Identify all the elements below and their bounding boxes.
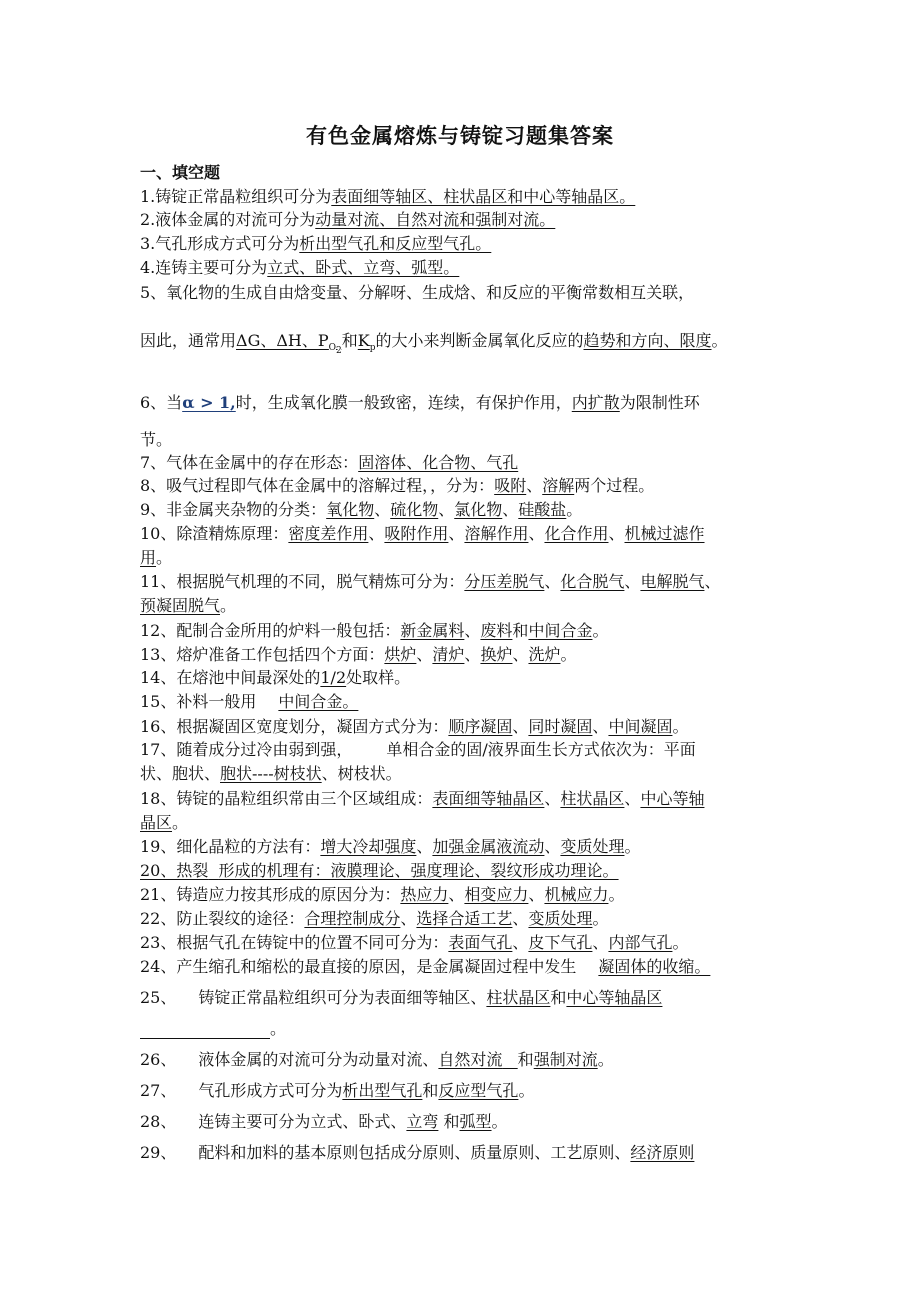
item-20: 20、热裂 形成的机理有：液膜理论、强度理论、裂纹形成功理论。 <box>140 861 619 880</box>
item-17-line1: 17、随着成分过冷由弱到强， 单相合金的固/液界面生长方式依次为：平面 <box>140 740 696 759</box>
section-heading: 一、填空题 <box>140 163 221 182</box>
item-6-answer: 内扩散 <box>571 393 620 412</box>
item-25-line2: 。 <box>140 1019 790 1039</box>
item-7-answer: 固溶体、化合物、气孔 <box>358 453 519 472</box>
alpha-condition: α > 1, <box>182 393 236 412</box>
item-2 <box>140 210 790 230</box>
item-6-line1: 6、当α > 1,时，生成氧化膜一般致密，连续，有保护作用，内扩散为限制性环 <box>140 393 700 412</box>
item-10-line1: 10、除渣精炼原理：密度差作用、吸附作用、溶解作用、化合作用、机械过滤作 <box>140 524 705 543</box>
answer-blank <box>140 1022 270 1039</box>
item-1-answer: 表面细等轴区、柱状晶区和中心等轴晶区。 <box>331 187 636 206</box>
item-5-text: 5、氧化物的生成自由焓变量、分解呀、生成焓、和反应的平衡常数相互关联， <box>140 283 695 302</box>
item-5-line1 <box>140 283 790 303</box>
item-2-answer: 动量对流、自然对流和强制对流。 <box>315 210 556 229</box>
item-4 <box>140 258 790 278</box>
item-11-line1: 11、根据脱气机理的不同，脱气精炼可分为：分压差脱气、化合脱气、电解脱气、 <box>140 572 721 591</box>
item-5-line2: 因此，通常用ΔG、ΔH、$P_{O_2}$和$K_p$的大小来判断金属氧化反应的趋势和方向、限度。 <box>140 331 728 356</box>
item-26: 26、 液体金属的对流可分为动量对流、自然对流 和强制对流。 <box>140 1050 614 1069</box>
item-1-text: 1.铸锭正常晶粒组织可分为 <box>140 187 332 206</box>
item-3-text: 3.气孔形成方式可分为 <box>140 234 300 253</box>
item-4-text: 4.连铸主要可分为 <box>140 258 268 277</box>
item-13: 13、熔炉准备工作包括四个方面：烘炉、清炉、换炉、洗炉。 <box>140 645 577 664</box>
item-14: 14、在熔池中间最深处的1/2处取样。 <box>140 668 411 687</box>
item-9: 9、非金属夹杂物的分类：氧化物、硫化物、氯化物、硅酸盐。 <box>140 500 583 519</box>
item-12: 12、配制合金所用的炉料一般包括：新金属料、废料和中间合金。 <box>140 621 609 640</box>
item-11-line2: 预凝固脱气。 <box>140 596 237 615</box>
item-1 <box>140 187 790 207</box>
item-3-answer: 析出型气孔和反应型气孔。 <box>299 234 492 253</box>
item-8: 8、吸气过程即气体在金属中的溶解过程，，分为：吸附、溶解两个过程。 <box>140 476 655 495</box>
item-16: 16、根据凝固区宽度划分，凝固方式分为：顺序凝固、同时凝固、中间凝固。 <box>140 717 689 736</box>
item-6-line2: 节。 <box>140 430 173 449</box>
item-22: 22、防止裂纹的途径：合理控制成分、选择合适工艺、变质处理。 <box>140 909 609 928</box>
item-27: 27、 气孔形成方式可分为析出型气孔和反应型气孔。 <box>140 1081 535 1100</box>
document-title: 有色金属熔炼与铸锭习题集答案 <box>306 123 614 148</box>
item-25-line1: 25、 铸锭正常晶粒组织可分为表面细等轴区、柱状晶区和中心等轴晶区 <box>140 988 663 1007</box>
item-23: 23、根据气孔在铸锭中的位置不同可分为：表面气孔、皮下气孔、内部气孔。 <box>140 933 689 952</box>
item-18-line1: 18、铸锭的晶粒组织常由三个区域组成：表面细等轴晶区、柱状晶区、中心等轴 <box>140 789 705 808</box>
item-2-text: 2.液体金属的对流可分为 <box>140 210 316 229</box>
item-18-line2: 晶区。 <box>140 813 189 832</box>
item-21: 21、铸造应力按其形成的原因分为：热应力、相变应力、机械应力。 <box>140 885 625 904</box>
item-29: 29、 配料和加料的基本原则包括成分原则、质量原则、工艺原则、经济原则 <box>140 1143 695 1162</box>
item-15: 15、补料一般用 中间合金。 <box>140 692 359 711</box>
item-5-answer: 趋势和方向、限度 <box>583 331 712 350</box>
item-10-line2: 用。 <box>140 548 173 567</box>
item-19: 19、细化晶粒的方法有：增大冷却强度、加强金属液流动、变质处理。 <box>140 837 641 856</box>
item-5-text-b: 因此，通常用 <box>140 331 237 350</box>
item-4-answer: 立式、卧式、立弯、弧型。 <box>267 258 460 277</box>
item-24: 24、产生缩孔和缩松的最直接的原因，是金属凝固过程中发生 凝固体的收缩。 <box>140 957 711 976</box>
item-28: 28、 连铸主要可分为立式、卧式、立弯 和弧型。 <box>140 1112 508 1131</box>
item-3 <box>140 234 790 254</box>
item-17-line2: 状、胞状、胞状----树枝状、树枝状。 <box>140 764 402 783</box>
item-7: 7、气体在金属中的存在形态：固溶体、化合物、气孔 <box>140 453 519 472</box>
item-5-symbols: ΔG、ΔH、$P_{O_2}$ <box>236 331 342 356</box>
